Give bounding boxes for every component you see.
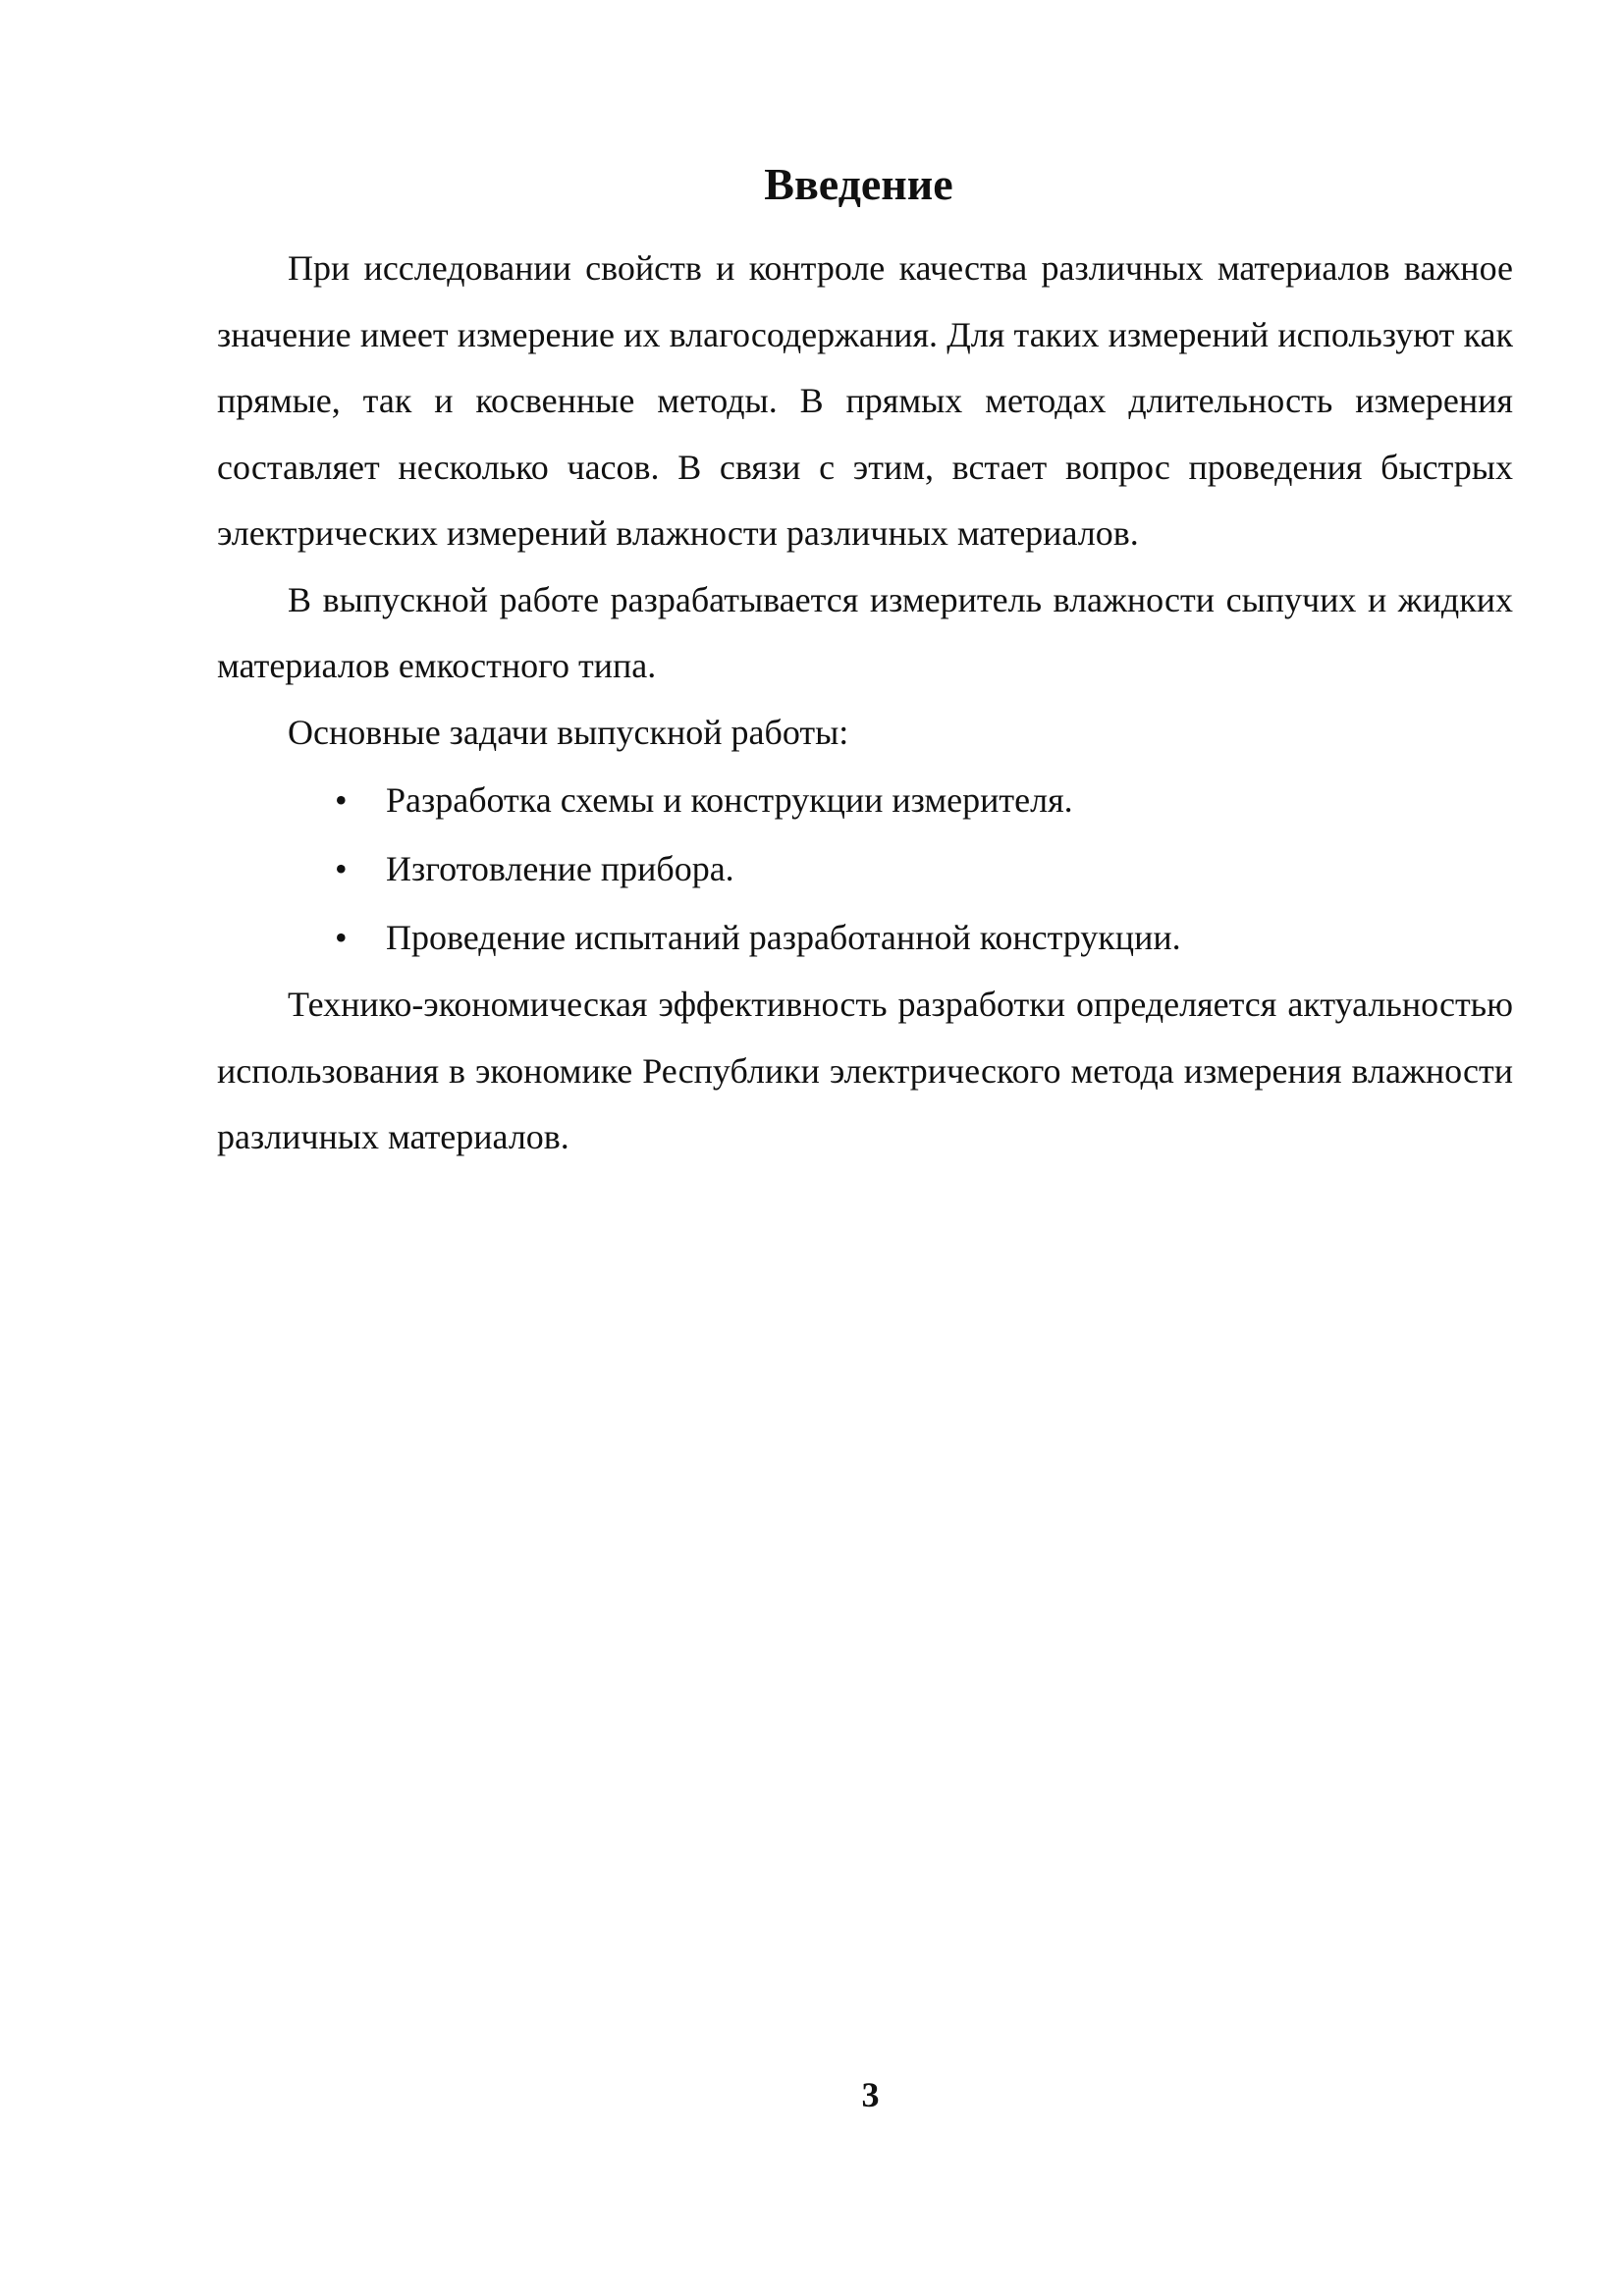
- thesis-paragraph: В выпускной работе разрабатывается измеритель влажности сыпучих и жидких материалов емкостного типа.: [217, 579, 1513, 685]
- bullet-icon: •: [335, 849, 348, 888]
- intro-paragraph: При исследовании свойств и контроле качества различных материалов важное значение имеет измерение их влагосодержания. Для таких измерений используют как прямые, так и косвенные методы. В прямых методах длительность измерения составляет несколько часов. В связи с этим, встает вопрос проведения быстрых электрических измерений влажности различных материалов.: [217, 248, 1513, 553]
- list-item-text: Разработка схемы и конструкции измерителя.: [386, 780, 1073, 820]
- bullet-icon: •: [335, 780, 348, 820]
- tasks-heading: Основные задачи выпускной работы:: [288, 712, 849, 752]
- bullet-icon: •: [335, 918, 348, 957]
- efficiency-paragraph: Технико-экономическая эффективность разработки определяется актуальностью использования в экономике Республики электрического метода измерения влажности различных материалов.: [217, 985, 1513, 1156]
- page-number: 3: [861, 2075, 880, 2114]
- document-body: [217, 236, 1513, 1171]
- section-title: Введение: [764, 159, 953, 209]
- list-item: [217, 903, 1513, 972]
- list-item: [217, 834, 1513, 903]
- list-item-text: Проведение испытаний разработанной конструкции.: [386, 918, 1181, 957]
- list-item-text: Изготовление прибора.: [386, 849, 734, 888]
- list-item: [217, 766, 1513, 834]
- tasks-list: [217, 766, 1513, 972]
